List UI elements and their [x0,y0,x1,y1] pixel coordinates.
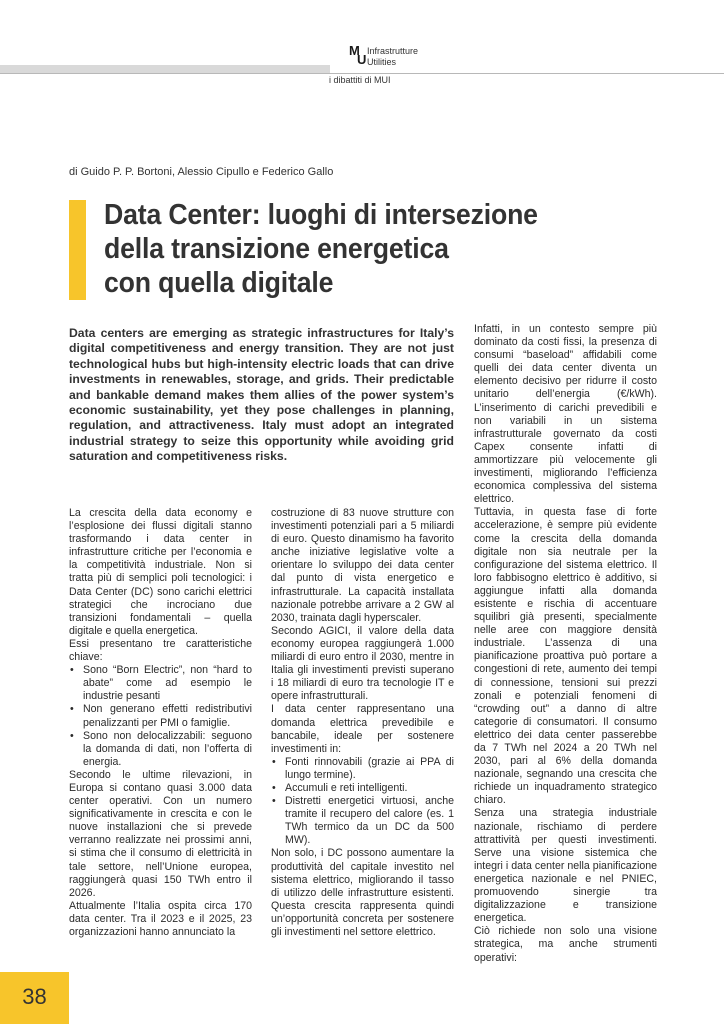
paragraph: Secondo AGICI, il valore della data economy europea raggiungerà 1.000 miliardi di euro entro il 2030, mentre in Italia gli investimenti previsti superano i 18 miliardi di euro tra tecnologie IT e opere infrastrutturali. [271,624,454,703]
section-label: i dibattiti di MUI [329,75,391,85]
article-abstract: Data centers are emerging as strategic infrastructures for Italy’s digital competitiveness and energy transition. They are not just technological hubs but high-intensity electric loads that can drive investments in renewables, storage, and grids. Their predictable and bankable demand makes them allies of the power system’s economic sustainability, yet they pose challenges in planning, regulation, and attractiveness. Italy must adopt an integrated industrial strategy to seize this opportunity while avoiding grid saturation and competitiveness risks. [69,326,454,464]
list-item: • Sono non delocalizzabili: seguono la domanda di dati, non l’offerta di energia. [69,730,252,769]
page-number: 38 [22,984,47,1009]
body-column-3 [474,323,657,965]
logo-line-infrastrutture: Infrastrutture [367,46,419,56]
title-line: della transizione energetica [104,233,449,265]
list-item: • Fonti rinnovabili (grazie ai PPA di lungo termine). [271,756,454,782]
paragraph: La crescita della data economy e l’esplosione dei flussi digitali stanno trasformando i data center in infrastrutture critiche per l’economia e la competitività industriale. Non si tratta più di semplici poli tecnologici: i Data Center (DC) sono carichi elettrici strategici che incrociano due transizioni fondamentali – quella digitale e quella energetica. [69,507,252,637]
title-line: con quella digitale [104,267,334,299]
list-item: • Sono “Born Electric”, non “hard to abate” come ad esempio le industrie pesanti [69,664,252,703]
list-item: • Distretti energetici virtuosi, anche tramite il recupero del calore (es. 1 TWh termico da un DC da 500 MW). [271,795,454,847]
paragraph: Secondo le ultime rilevazioni, in Europa si contano quasi 3.000 data center operativi. Con un numero significativamente in crescita e con le nuove installazioni che si prevede verranno realizzate nei prossimi anni, si stima che il consumo di elettricità in tale settore, nell’Unione europea, raggiungerà quasi 150 TWh entro il 2026. [69,768,252,899]
paragraph: Non solo, i DC possono aumentare la produttività del capitale investito nel sistema elettrico, migliorando il tasso di utilizzo delle infrastrutture esistenti. Questa crescita rappresenta quindi un’opportunità concreta per sostenere gli investimenti nel settore elettrico. [271,847,454,938]
paragraph: I data center rappresentano una domanda elettrica prevedibile e bancabile, ideale per sostenere investimenti in: [271,703,454,755]
header-gray-bar [0,65,330,73]
logo-mark-m: M [349,43,359,58]
title-accent-bar [69,200,86,300]
logo-mark-u: U [357,52,366,67]
body-column-1 [69,507,252,939]
paragraph: Tuttavia, in questa fase di forte accelerazione, è sempre più evidente come la crescita della domanda digitale non sia neutrale per la configurazione del sistema elettrico. Il loro fabbisogno elettrico è additivo, si aggiungue infatti alla domanda esistente e rischia di accentuare squilibri già presenti, specialmente nelle aree con maggiore densità industriale. L’assenza di una pianificazione proattiva può portare a congestioni di rete, aumento dei tempi di connessione, tensioni sui prezzi zonali e potenziali fenomeni di “crowding out” a danno di altre categorie di consumatori. Il consumo elettrico dei data center passerebbe da 7 TWh nel 2024 a 20 TWh nel 2030, pari al 6% della domanda nazionale, segnando una crescita che richiede un inquadramento strategico chiaro. [474,506,657,807]
paragraph: Attualmente l’Italia ospita circa 170 data center. Tra il 2023 e il 2025, 23 organizzazioni hanno annunciato la [69,899,252,938]
logo-mark [349,43,366,67]
paragraph: Essi presentano tre caratteristiche chiave: [69,637,252,664]
article-title [104,198,582,300]
logo-line-utilities: Utilities [367,57,397,67]
body-column-2 [271,507,454,939]
header-rule [0,73,724,74]
list-item: • Accumuli e reti intelligenti. [271,782,454,795]
bullet-list [69,664,252,769]
title-line: Data Center: luoghi di intersezione [104,199,538,231]
bullet-list [271,756,454,848]
list-item: • Non generano effetti redistributivi penalizzanti per PMI o famiglie. [69,703,252,729]
paragraph: Senza una strategia industriale nazionale, rischiamo di perdere attrattività per questi investimenti. Serve una visione sistemica che integri i data center nella pianificazione energetica nazionale e nel PNIEC, promuovendo sinergie tra digitalizzazione e transizione energetica. [474,807,657,925]
article-authors: di Guido P. P. Bortoni, Alessio Cipullo e Federico Gallo [69,166,334,178]
paragraph: costruzione di 83 nuove strutture con investimenti potenziali pari a 5 miliardi di euro. Questo dinamismo ha favorito anche iniziative legislative volte a orientare lo sviluppo dei data center dal punto di vista energetico e infrastrutturale. La capacità installata nazionale potrebbe arrivare a 2 GW al 2030, trainata dagli hyperscaler. [271,507,454,624]
paragraph: Infatti, in un contesto sempre più dominato da costi fissi, la presenza di consumi “baseload” affidabili come quelli dei data center diventa un elemento decisivo per ridurre il costo unitario dell’energia (€/kWh). L’inserimento di carichi prevedibili e non variabili in un sistema infrastrutturale governato da costi Capex consente infatti di ammortizzare più velocemente gli investimenti, migliorando l’efficienza economica complessiva del sistema elettrico. [474,323,657,506]
paragraph: Ciò richiede non solo una visione strategica, ma anche strumenti operativi: [474,925,657,964]
